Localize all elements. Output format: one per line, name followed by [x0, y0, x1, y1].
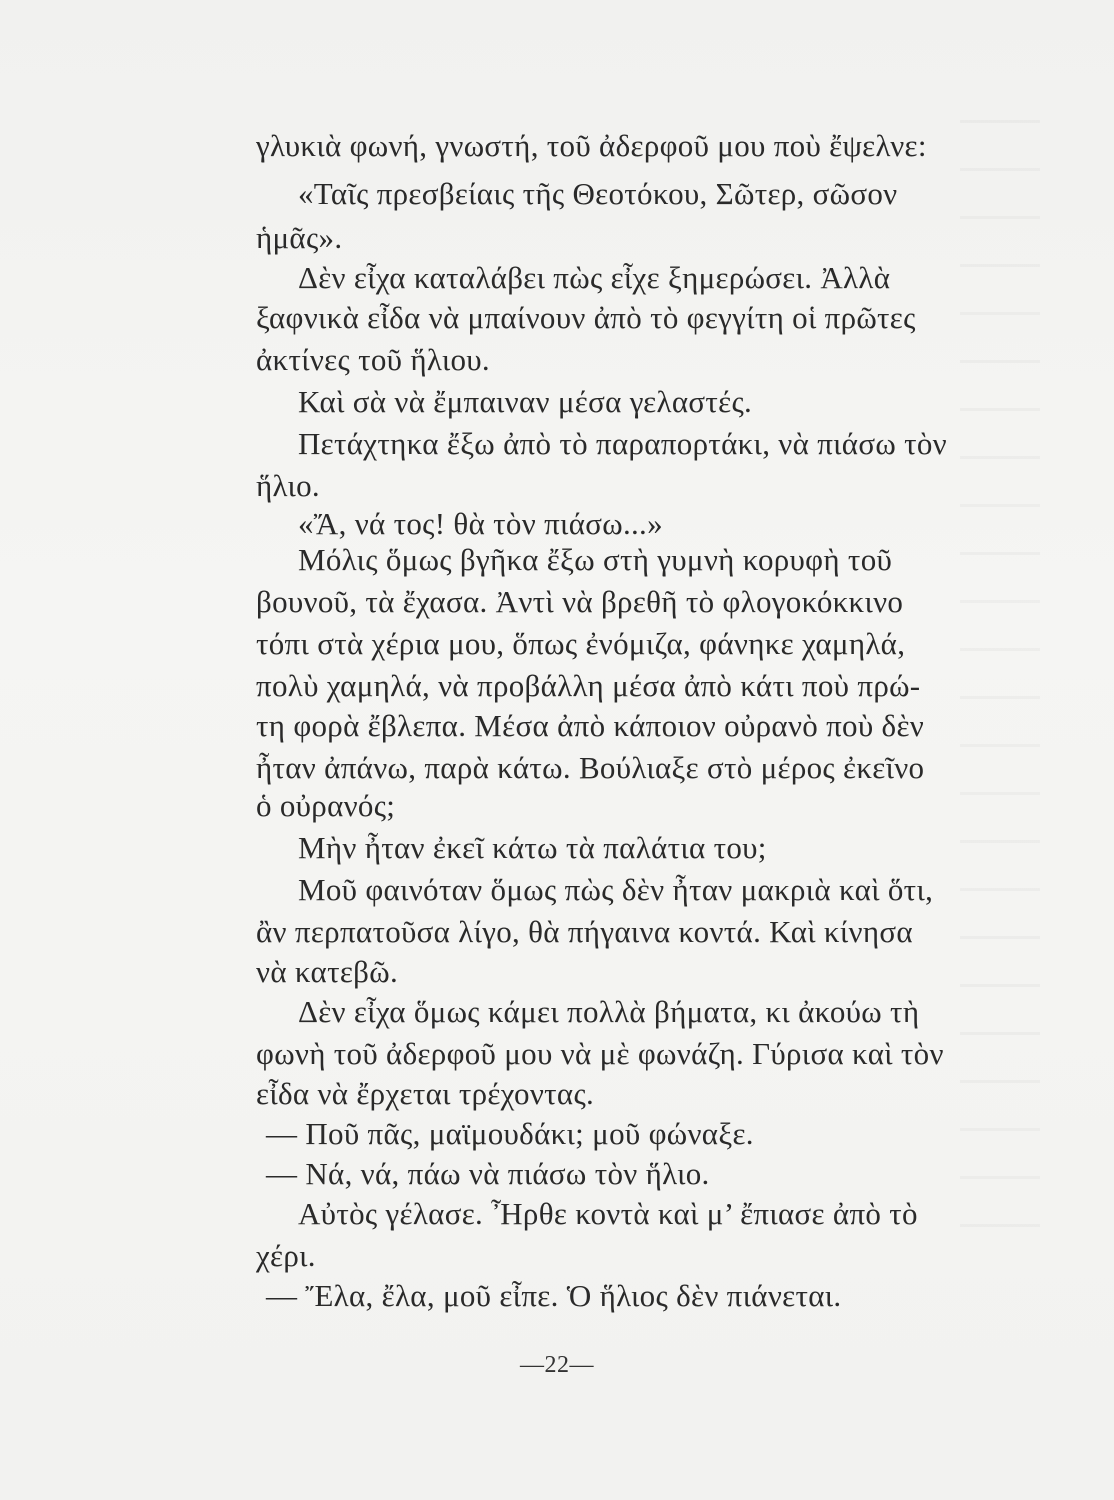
text-line: Πετάχτηκα ἔξω ἀπὸ τὸ παραπορτάκι, νὰ πιάσω τὸν [298, 426, 947, 461]
dialogue-line: — Νά, νά, πάω νὰ πιάσω τὸν ἥλιο. [266, 1156, 710, 1191]
text-line: Καὶ σὰ νὰ ἔμπαιναν μέσα γελαστές. [298, 384, 753, 419]
dialogue-line: — Ἔλα, ἔλα, μοῦ εἶπε. Ὁ ἥλιος δὲν πιάνεται. [266, 1278, 842, 1313]
text-line: ἡμᾶς». [256, 220, 343, 255]
text-line: γλυκιὰ φωνή, γνωστή, τοῦ ἀδερφοῦ μου ποὺ ἔψελνε: [256, 128, 927, 163]
text-line: χέρι. [256, 1238, 316, 1273]
text-line: τόπι στὰ χέρια μου, ὅπως ἐνόμιζα, φάνηκε χαμηλά, [256, 626, 906, 661]
text-line: ἥλιο. [256, 468, 320, 503]
text-line: Μὴν ἦταν ἐκεῖ κάτω τὰ παλάτια του; [298, 830, 767, 865]
text-line: «Ταῖς πρεσβείαις τῆς Θεοτόκου, Σῶτερ, σῶσον [298, 176, 898, 211]
text-line: Μόλις ὅμως βγῆκα ἔξω στὴ γυμνὴ κορυφὴ τοῦ [298, 542, 893, 577]
text-line: νὰ κατεβῶ. [256, 954, 399, 989]
text-line: εἶδα νὰ ἔρχεται τρέχοντας. [256, 1076, 595, 1111]
text-line: «Ἄ, νά τος! θὰ τὸν πιάσω...» [298, 506, 663, 541]
text-line: ἀκτίνες τοῦ ἥλιου. [256, 342, 490, 377]
dialogue-line: — Ποῦ πᾶς, μαϊμουδάκι; μοῦ φώναξε. [266, 1116, 754, 1151]
text-line: βουνοῦ, τὰ ἔχασα. Ἀντὶ νὰ βρεθῆ τὸ φλογοκόκκινο [256, 584, 904, 619]
text-line: Αὐτὸς γέλασε. Ἦρθε κοντὰ καὶ μ’ ἔπιασε ἀπὸ τὸ [298, 1196, 918, 1231]
page-number: —22— [520, 1352, 594, 1378]
text-line: Δὲν εἶχα καταλάβει πὼς εἶχε ξημερώσει. Ἀλλὰ [298, 260, 891, 295]
text-line: πολὺ χαμηλά, νὰ προβάλλη μέσα ἀπὸ κάτι ποὺ πρώ- [256, 668, 921, 703]
text-line: Μοῦ φαινόταν ὅμως πὼς δὲν ἦταν μακριὰ καὶ ὅτι, [298, 872, 934, 907]
bleed-through-shadow [960, 120, 1040, 1270]
text-line: φωνὴ τοῦ ἀδερφοῦ μου νὰ μὲ φωνάζη. Γύρισα καὶ τὸν [256, 1036, 944, 1071]
text-line: Δὲν εἶχα ὅμως κάμει πολλὰ βήματα, κι ἀκούω τὴ [298, 994, 920, 1029]
text-line: τη φορὰ ἔβλεπα. Μέσα ἀπὸ κάποιον οὐρανὸ ποὺ δὲν [256, 708, 925, 743]
text-line: ὁ οὐρανός; [256, 788, 396, 823]
text-line: ἂν περπατοῦσα λίγο, θὰ πήγαινα κοντά. Καὶ κίνησα [256, 914, 913, 949]
text-line: ἦταν ἀπάνω, παρὰ κάτω. Βούλιαξε στὸ μέρος ἐκεῖνο [256, 750, 925, 785]
text-line: ξαφνικὰ εἶδα νὰ μπαίνουν ἀπὸ τὸ φεγγίτη οἱ πρῶτες [256, 300, 916, 335]
